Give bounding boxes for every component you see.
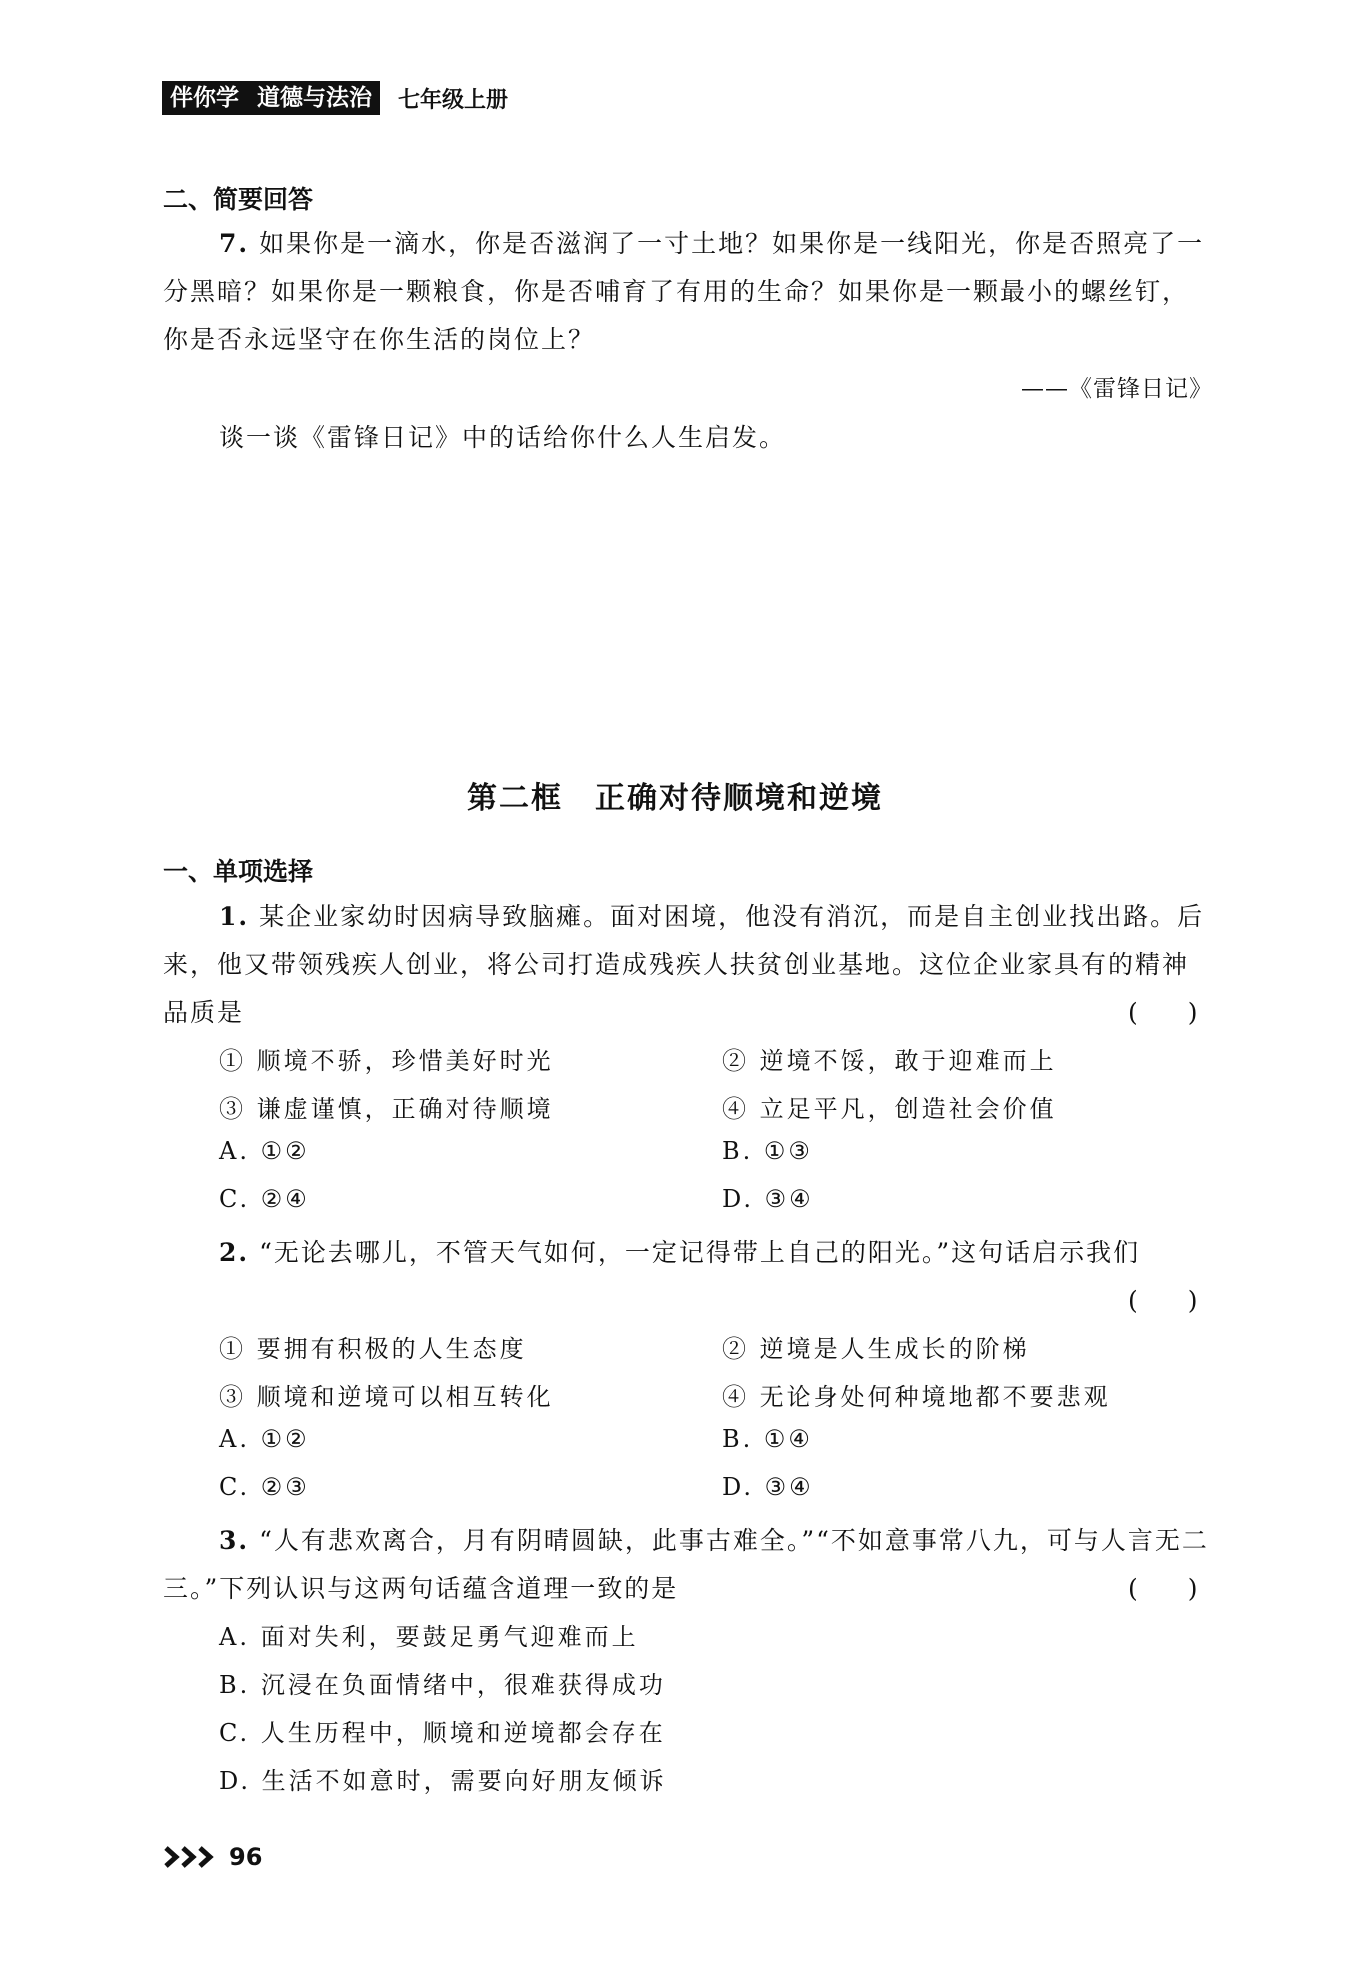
- q3-option-c[interactable]: C. 人生历程中，顺境和逆境都会存在: [219, 1719, 666, 1747]
- q2-statement-1: ① 要拥有积极的人生态度: [219, 1335, 527, 1363]
- q3-answer-blank[interactable]: ( ): [1128, 1574, 1198, 1603]
- q2-option-a[interactable]: A. ①②: [219, 1425, 310, 1453]
- q7-line-1: [219, 224, 1204, 260]
- q7-prompt: 谈一谈《雷锋日记》中的话给你什么人生启发。: [219, 423, 787, 452]
- frame-title: 第二框 正确对待顺境和逆境: [467, 781, 883, 816]
- q7-source: ——《雷锋日记》: [1021, 376, 1213, 402]
- section-title-short-answer: 二、简要回答: [163, 185, 314, 214]
- q1-option-a[interactable]: A. ①②: [219, 1137, 310, 1165]
- q3-line-2: 三。”下列认识与这两句话蕴含道理一致的是: [163, 1574, 679, 1603]
- q3-text-1: “人有悲欢离合，月有阴晴圆缺，此事古难全。”“不如意事常八九，可与人言无二: [259, 1526, 1209, 1555]
- q2-statement-4: ④ 无论身处何种境地都不要悲观: [722, 1383, 1111, 1411]
- q7-text-1: 如果你是一滴水，你是否滋润了一寸土地？如果你是一线阳光，你是否照亮了一: [259, 229, 1205, 258]
- q3-line-1: [219, 1521, 1209, 1557]
- q1-answer-blank[interactable]: ( ): [1128, 998, 1198, 1027]
- header-grade: 七年级上册: [398, 87, 509, 113]
- q1-statement-3: ③ 谦虚谨慎，正确对待顺境: [219, 1095, 554, 1123]
- q1-option-b[interactable]: B. ①③: [722, 1137, 813, 1165]
- q2-option-c[interactable]: C. ②③: [219, 1473, 310, 1501]
- q7-line-3: 你是否永远坚守在你生活的岗位上？: [163, 325, 596, 354]
- q1-statement-1: ① 顺境不骄，珍惜美好时光: [219, 1047, 554, 1075]
- q3-number: 3.: [219, 1526, 250, 1555]
- q1-text-1: 某企业家幼时因病导致脑瘫。面对困境，他没有消沉，而是自主创业找出路。后: [259, 902, 1205, 931]
- q1-line-2: 来，他又带领残疾人创业，将公司打造成残疾人扶贫创业基地。这位企业家具有的精神: [163, 950, 1190, 979]
- q2-statement-3: ③ 顺境和逆境可以相互转化: [219, 1383, 554, 1411]
- q2-line-1: [219, 1233, 1140, 1269]
- q2-option-b[interactable]: B. ①④: [722, 1425, 813, 1453]
- triple-chevron-icon: [163, 1844, 221, 1870]
- header-brand: 伴你学: [170, 85, 239, 111]
- q1-number: 1.: [219, 902, 250, 931]
- q1-line-1: [219, 897, 1204, 933]
- page-number: 96: [229, 1843, 263, 1871]
- header-badge: [162, 81, 380, 115]
- section-title-single-choice: 一、单项选择: [163, 857, 314, 886]
- q1-statement-2: ② 逆境不馁，敢于迎难而上: [722, 1047, 1057, 1075]
- q1-option-c[interactable]: C. ②④: [219, 1185, 310, 1213]
- q7-number: 7.: [219, 229, 250, 258]
- q3-option-b[interactable]: B. 沉浸在负面情绪中，很难获得成功: [219, 1671, 666, 1699]
- q2-option-d[interactable]: D. ③④: [722, 1473, 814, 1501]
- q2-statement-2: ② 逆境是人生成长的阶梯: [722, 1335, 1030, 1363]
- q2-text-1: “无论去哪儿，不管天气如何，一定记得带上自己的阳光。”这句话启示我们: [259, 1238, 1141, 1267]
- q2-answer-blank[interactable]: ( ): [1128, 1286, 1198, 1315]
- page-footer: [163, 1843, 262, 1871]
- page-header: [162, 80, 508, 116]
- q1-line-3: 品质是: [163, 998, 245, 1027]
- q3-option-a[interactable]: A. 面对失利，要鼓足勇气迎难而上: [219, 1623, 639, 1651]
- q1-statement-4: ④ 立足平凡，创造社会价值: [722, 1095, 1057, 1123]
- q2-number: 2.: [219, 1238, 250, 1267]
- q1-option-d[interactable]: D. ③④: [722, 1185, 814, 1213]
- header-subject: 道德与法治: [257, 85, 372, 111]
- q7-line-2: 分黑暗？如果你是一颗粮食，你是否哺育了有用的生命？如果你是一颗最小的螺丝钉，: [163, 277, 1190, 306]
- q3-option-d[interactable]: D. 生活不如意时，需要向好朋友倾诉: [219, 1767, 667, 1795]
